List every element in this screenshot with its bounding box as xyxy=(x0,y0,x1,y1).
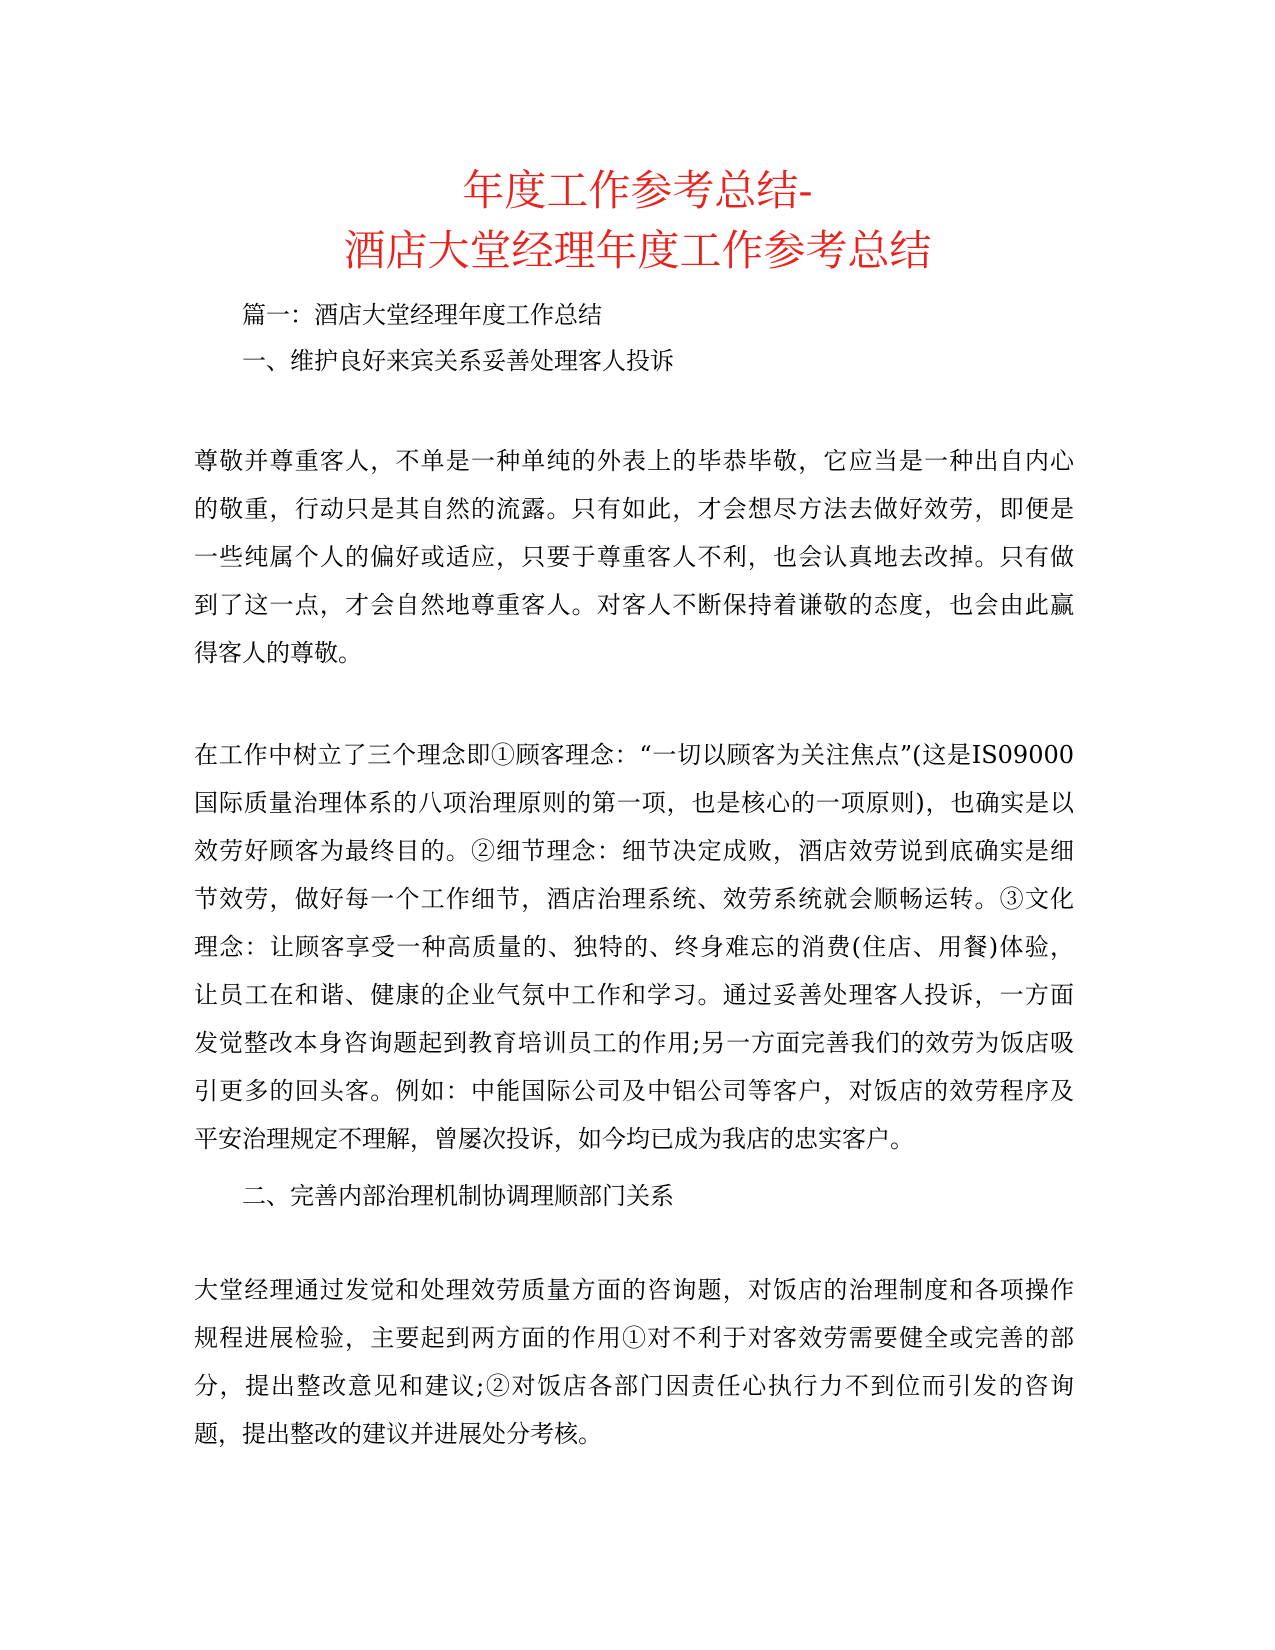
paragraph-line: 理念：让顾客享受一种高质量的、独特的、终身难忘的消费(住店、用餐)体验， xyxy=(194,933,1074,961)
paragraph-line: 尊敬并尊重客人，不单是一种单纯的外表上的毕恭毕敬，它应当是一种出自内心 xyxy=(194,447,1074,475)
paragraph-line: 分，提出整改意见和建议;②对饭店各部门因责任心执行力不到位而引发的咨询 xyxy=(194,1372,1074,1400)
paragraph-line: 节效劳，做好每一个工作细节，酒店治理系统、效劳系统就会顺畅运转。③文化 xyxy=(194,885,1074,913)
paragraph-line: 一些纯属个人的偏好或适应，只要于尊重客人不利，也会认真地去改掉。只有做 xyxy=(194,543,1074,571)
paragraph-line: 的敬重，行动只是其自然的流露。只有如此，才会想尽方法去做好效劳，即便是 xyxy=(194,495,1074,523)
paragraph-line: 让员工在和谐、健康的企业气氛中工作和学习。通过妥善处理客人投诉，一方面 xyxy=(194,981,1074,1009)
paragraph-line: 到了这一点，才会自然地尊重客人。对客人不断保持着谦敬的态度，也会由此赢 xyxy=(194,591,1074,619)
paragraph-line: 在工作中树立了三个理念即①顾客理念：“一切以顾客为关注焦点”(这是IS09000 xyxy=(194,741,1074,769)
body-paragraph-2 xyxy=(194,731,1074,1163)
document-title-line-1: 年度工作参考总结- xyxy=(462,166,813,215)
article-subtitle: 篇一：酒店大堂经理年度工作总结 xyxy=(242,301,602,329)
paragraph-line: 效劳好顾客为最终目的。②细节理念：细节决定成败，酒店效劳说到底确实是细 xyxy=(194,837,1074,865)
paragraph-line: 得客人的尊敬。 xyxy=(194,639,362,667)
paragraph-line: 发觉整改本身咨询题起到教育培训员工的作用;另一方面完善我们的效劳为饭店吸 xyxy=(194,1029,1074,1057)
body-paragraph-1 xyxy=(194,437,1074,677)
document-title-line-2: 酒店大堂经理年度工作参考总结 xyxy=(343,226,932,275)
body-paragraph-3 xyxy=(194,1266,1074,1458)
section-heading-2: 二、完善内部治理机制协调理顺部门关系 xyxy=(242,1182,674,1210)
paragraph-line: 引更多的回头客。例如：中能国际公司及中铝公司等客户，对饭店的效劳程序及 xyxy=(194,1077,1074,1105)
paragraph-line: 平安治理规定不理解，曾屡次投诉，如今均已成为我店的忠实客户。 xyxy=(194,1125,914,1153)
paragraph-line: 规程进展检验，主要起到两方面的作用①对不利于对客效劳需要健全或完善的部 xyxy=(194,1324,1074,1352)
paragraph-line: 题，提出整改的建议并进展处分考核。 xyxy=(194,1420,602,1448)
section-heading-1: 一、维护良好来宾关系妥善处理客人投诉 xyxy=(242,347,674,375)
paragraph-line: 大堂经理通过发觉和处理效劳质量方面的咨询题，对饭店的治理制度和各项操作 xyxy=(194,1276,1074,1304)
paragraph-line: 国际质量治理体系的八项治理原则的第一项，也是核心的一项原则)，也确实是以 xyxy=(194,789,1074,817)
